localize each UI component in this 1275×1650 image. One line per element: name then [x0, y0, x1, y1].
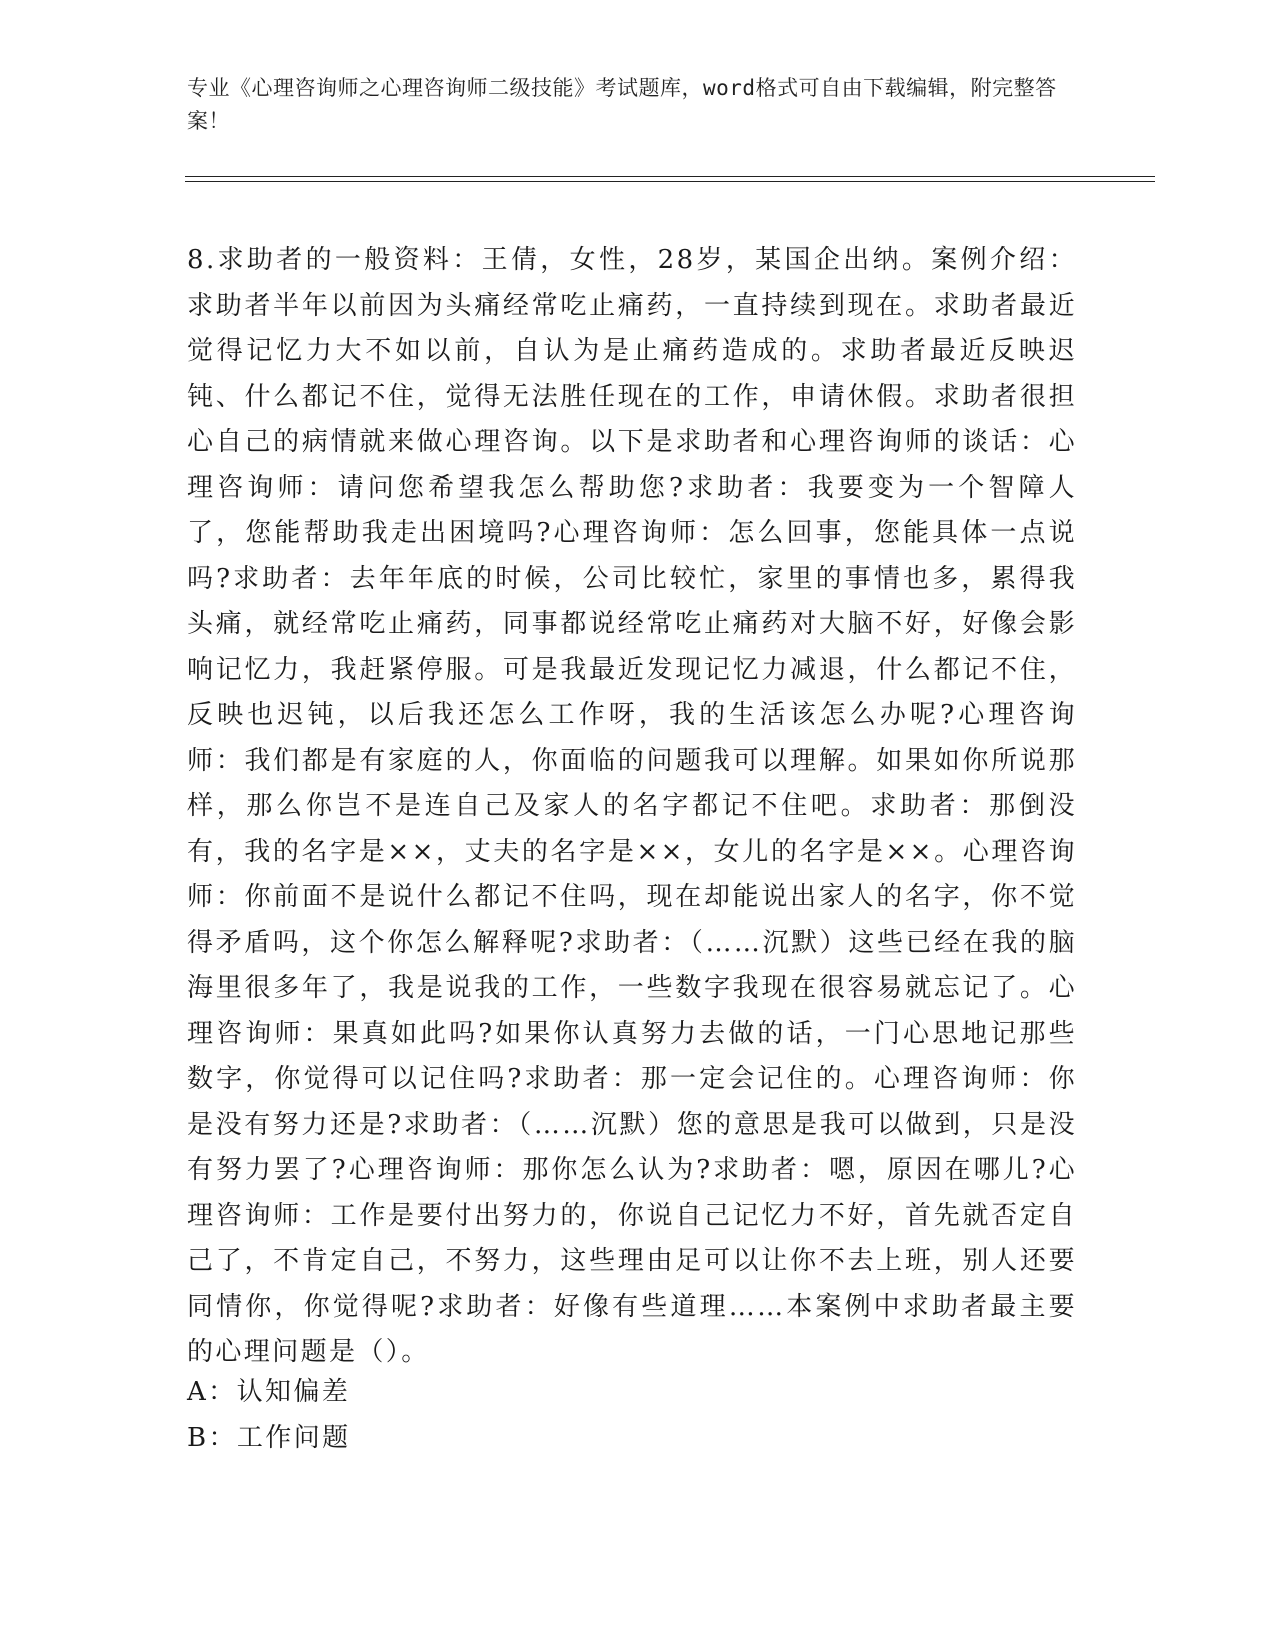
question-text: 8.求助者的一般资料：王倩，女性，28岁，某国企出纳。案例介绍：求助者半年以前因为头痛经常吃止痛药，一直持续到现在。求助者最近觉得记忆力大不如以前，自认为是止痛药造成的。求助者最近反映迟钝、什么都记不住，觉得无法胜任现在的工作，申请休假。求助者很担心自己的病情就来做心理咨询。以下是求助者和心理咨询师的谈话：心理咨询师：请问您希望我怎么帮助您?求助者：我要变为一个智障人了，您能帮助我走出困境吗?心理咨询师：怎么回事，您能具体一点说吗?求助者：去年年底的时候，公司比较忙，家里的事情也多，累得我头痛，就经常吃止痛药，同事都说经常吃止痛药对大脑不好，好像会影响记忆力，我赶紧停服。可是我最近发现记忆力减退，什么都记不住，反映也迟钝，以后我还怎么工作呀，我的生活该怎么办呢?心理咨询师：我们都是有家庭的人，你面临的问题我可以理解。如果如你所说那样，那么你岂不是连自己及家人的名字都记不住吧。求助者：那倒没有，我的名字是××，丈夫的名字是××，女儿的名字是××。心理咨询师：你前面不是说什么都记不住吗，现在却能说出家人的名字，你不觉得矛盾吗，这个你怎么解释呢?求助者：（……沉默）这些已经在我的脑海里很多年了，我是说我的工作，一些数字我现在很容易就忘记了。心理咨询师：果真如此吗?如果你认真努力去做的话，一门心思地记那些数字，你觉得可以记住吗?求助者：那一定会记住的。心理咨询师：你是没有努力还是?求助者：（……沉默）您的意思是我可以做到，只是没有努力罢了?心理咨询师：那你怎么认为?求助者：嗯，原因在哪儿?心理咨询师：工作是要付出努力的，你说自己记忆力不好，首先就否定自己了，不肯定自己，不努力，这些理由足可以让你不去上班，别人还要同情你，你觉得呢?求助者：好像有些道理……本案例中求助者最主要的心理问题是（）。: [187, 245, 1077, 1367]
header-divider-bottom: [185, 181, 1155, 182]
option-a: A：认知偏差: [187, 1377, 351, 1407]
header-divider-top: [185, 176, 1155, 177]
answer-options: [187, 1370, 1077, 1461]
option-b: B：工作问题: [187, 1422, 351, 1453]
page-header: 专业《心理咨询师之心理咨询师二级技能》考试题库，word格式可自由下载编辑，附完整答案！: [187, 76, 1057, 133]
